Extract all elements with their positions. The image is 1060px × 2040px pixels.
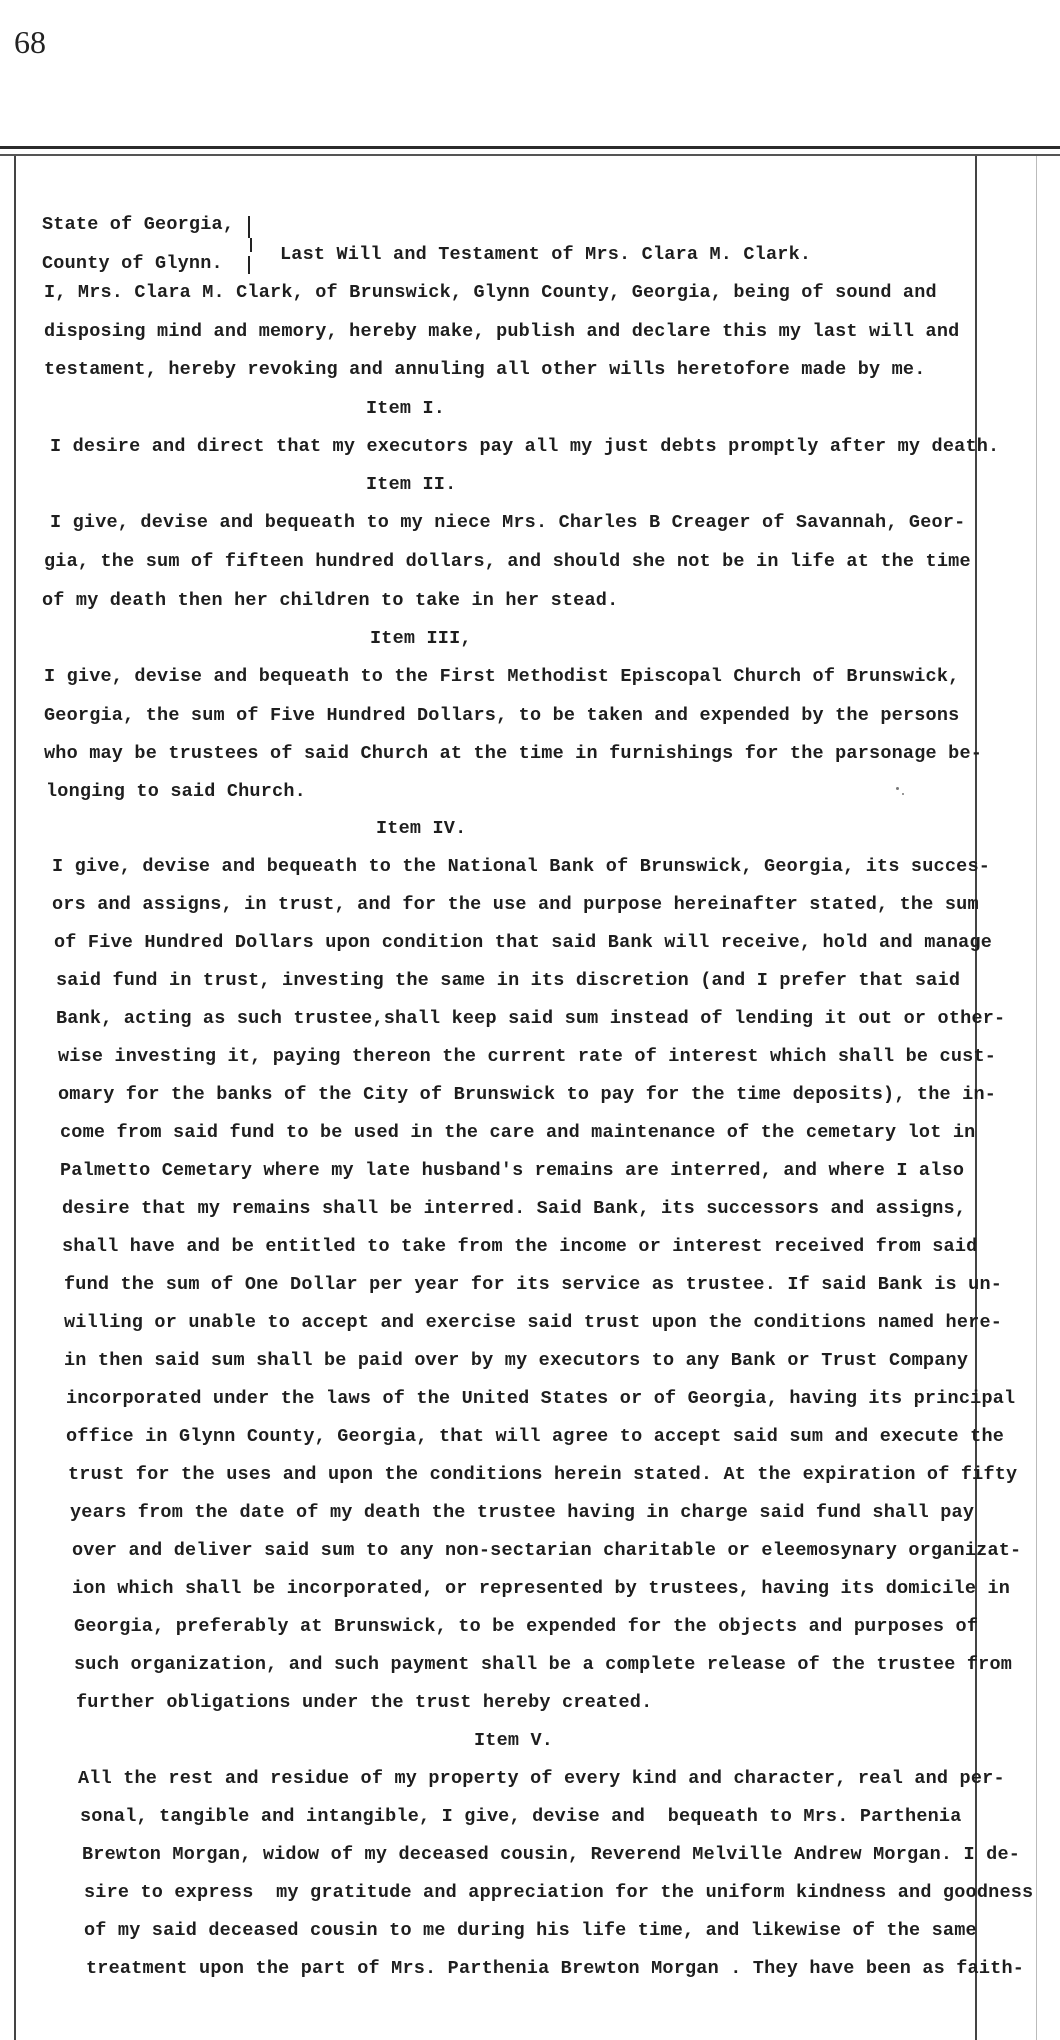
text-line: come from said fund to be used in the care and maintenance of the cemetary lot in — [60, 1122, 976, 1143]
caption-state: State of Georgia, — [42, 214, 235, 235]
item-heading: Item I. — [366, 398, 446, 419]
top-rule-secondary — [0, 154, 1060, 156]
caption-county: County of Glynn. — [42, 253, 223, 274]
caption-bracket — [250, 238, 252, 252]
text-line: All the rest and residue of my property of every kind and character, real and per- — [78, 1768, 1005, 1789]
text-line: sonal, tangible and intangible, I give, devise and bequeath to Mrs. Parthenia — [80, 1806, 962, 1827]
text-line: fund the sum of One Dollar per year for its service as trustee. If said Bank is un- — [64, 1274, 1003, 1295]
left-margin-rule — [14, 156, 16, 2040]
text-line: disposing mind and memory, hereby make, publish and declare this my last will and — [44, 321, 960, 342]
text-line: ors and assigns, in trust, and for the use and purpose hereinafter stated, the sum — [52, 894, 979, 915]
text-line: further obligations under the trust hereby created. — [76, 1692, 653, 1713]
top-rule — [0, 146, 1060, 149]
text-line: wise investing it, paying thereon the current rate of interest which shall be cust- — [58, 1046, 997, 1067]
text-line: in then said sum shall be paid over by my executors to any Bank or Trust Company — [64, 1350, 969, 1371]
item-heading: Item III, — [370, 628, 472, 649]
text-line: of Five Hundred Dollars upon condition that said Bank will receive, hold and manage — [54, 932, 993, 953]
caption-bracket — [248, 216, 250, 238]
text-line: said fund in trust, investing the same in its discretion (and I prefer that said — [56, 970, 961, 991]
text-line: incorporated under the laws of the United States or of Georgia, having its principal — [66, 1388, 1016, 1409]
text-line: shall have and be entitled to take from the income or interest received from said — [62, 1236, 978, 1257]
text-line: Georgia, the sum of Five Hundred Dollars, to be taken and expended by the persons — [44, 705, 960, 726]
text-line: Bank, acting as such trustee,shall keep said sum instead of lending it out or other- — [56, 1008, 1006, 1029]
text-line: ion which shall be incorporated, or represented by trustees, having its domicile in — [72, 1578, 1011, 1599]
text-line: I give, devise and bequeath to the First Methodist Episcopal Church of Brunswick, — [44, 666, 960, 687]
text-line: Brewton Morgan, widow of my deceased cousin, Reverend Melville Andrew Morgan. I de- — [82, 1844, 1021, 1865]
text-line: longing to said Church. — [46, 781, 306, 802]
text-line: omary for the banks of the City of Brunswick to pay for the time deposits), the in- — [58, 1084, 997, 1105]
ink-speck — [896, 787, 899, 790]
text-line: I give, devise and bequeath to the National Bank of Brunswick, Georgia, its succes- — [52, 856, 991, 877]
page-number: 68 — [14, 24, 46, 60]
text-line: Georgia, preferably at Brunswick, to be expended for the objects and purposes of — [74, 1616, 979, 1637]
item-heading: Item II. — [366, 474, 457, 495]
caption-bracket — [248, 256, 250, 274]
text-line: treatment upon the part of Mrs. Parthenia Brewton Morgan . They have been as faith- — [86, 1958, 1025, 1979]
text-line: who may be trustees of said Church at the time in furnishings for the parsonage be- — [44, 743, 983, 764]
text-line: office in Glynn County, Georgia, that will agree to accept said sum and execute the — [66, 1426, 1005, 1447]
text-line: of my said deceased cousin to me during his life time, and likewise of the same — [84, 1920, 977, 1941]
ink-speck — [902, 793, 904, 795]
text-line: trust for the uses and upon the conditions herein stated. At the expiration of fifty — [68, 1464, 1018, 1485]
text-line: I give, devise and bequeath to my niece Mrs. Charles B Creager of Savannah, Geor- — [50, 512, 966, 533]
item-heading: Item IV. — [376, 818, 467, 839]
text-line: desire that my remains shall be interred. Said Bank, its successors and assigns, — [62, 1198, 967, 1219]
text-line: such organization, and such payment shall be a complete release of the trustee from — [74, 1654, 1013, 1675]
text-line: I, Mrs. Clara M. Clark, of Brunswick, Glynn County, Georgia, being of sound and — [44, 282, 937, 303]
text-line: over and deliver said sum to any non-sectarian charitable or eleemosynary organizat- — [72, 1540, 1022, 1561]
text-line: years from the date of my death the trustee having in charge said fund shall pay — [70, 1502, 975, 1523]
text-line: of my death then her children to take in her stead. — [42, 590, 619, 611]
text-line: Palmetto Cemetary where my late husband's remains are interred, and where I also — [60, 1160, 965, 1181]
text-line: willing or unable to accept and exercise said trust upon the conditions named here- — [64, 1312, 1003, 1333]
text-line: I desire and direct that my executors pay all my just debts promptly after my death. — [50, 436, 1000, 457]
document-title: Last Will and Testament of Mrs. Clara M. Clark. — [280, 244, 812, 265]
text-line: gia, the sum of fifteen hundred dollars, and should she not be in life at the time — [44, 551, 971, 572]
outer-right-rule — [1036, 156, 1037, 2040]
text-line: sire to express my gratitude and appreciation for the uniform kindness and goodness — [84, 1882, 1034, 1903]
text-line: testament, hereby revoking and annuling all other wills heretofore made by me. — [44, 359, 926, 380]
item-heading: Item V. — [474, 1730, 554, 1751]
